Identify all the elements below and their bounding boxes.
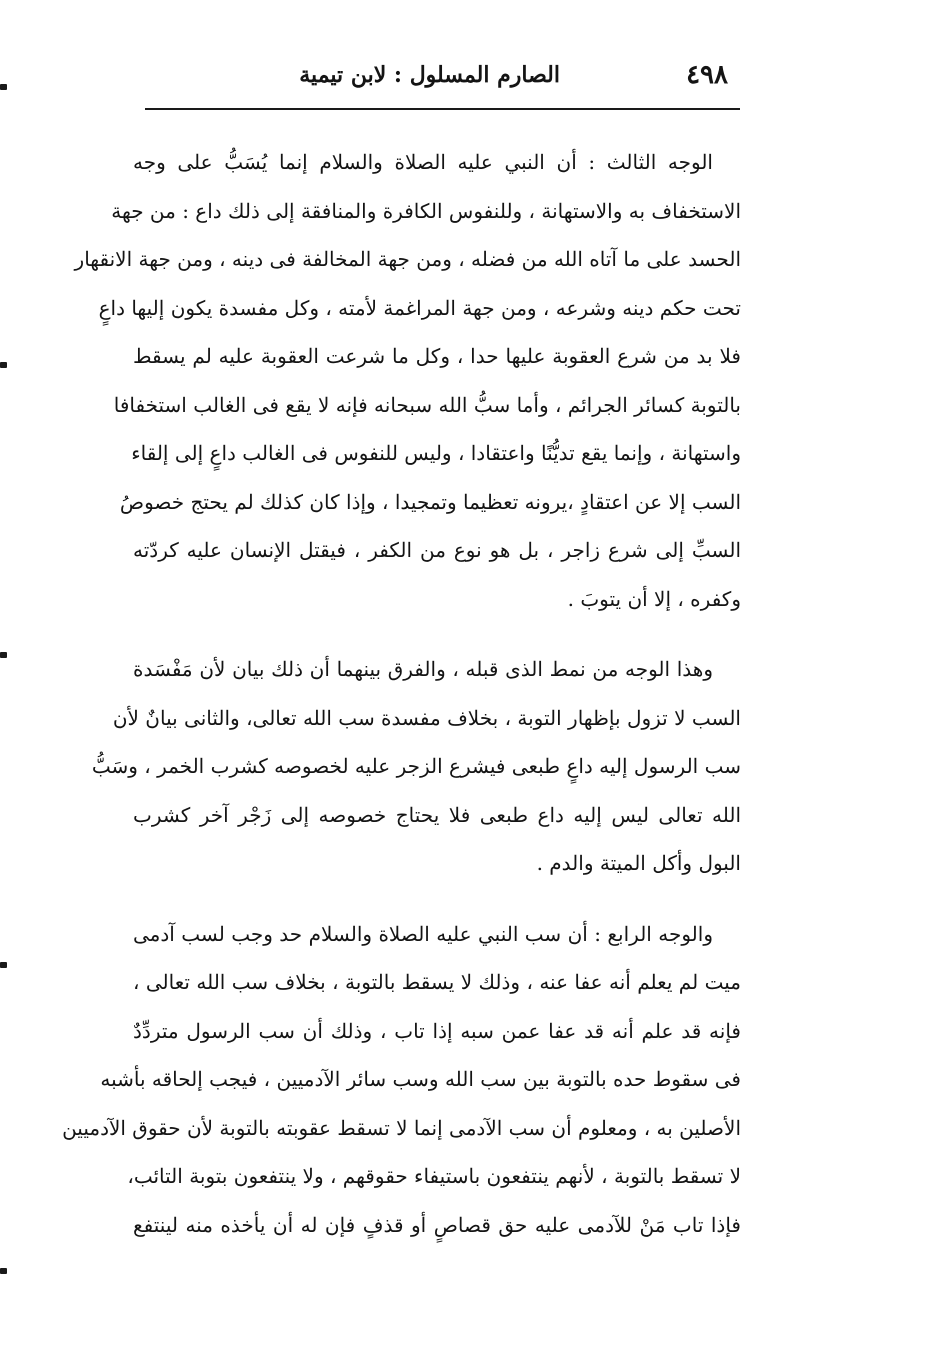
paragraph-third-aspect	[74, 138, 741, 623]
page-number: ٤٩٨	[686, 60, 728, 90]
text-line: الوجه الثالث : أن النبي عليه الصلاة والسلام إنما يُسَبُّ على وجه	[133, 150, 713, 174]
text-line: فلا بد من شرع العقوبة عليها حدا ، وكل ما شرعت العقوبة عليه لم يسقط	[133, 344, 741, 368]
header-rule	[145, 108, 740, 110]
text-line: الاستخفاف به والاستهانة ، وللنفوس الكافرة والمنافقة إلى ذلك داع : من جهة	[111, 198, 741, 223]
margin-mark	[0, 362, 7, 368]
text-line: فإنه قد علم أنه قد عفا عمن سبه إذا تاب ، وذلك أن سب الرسول متردِّدٌ	[133, 1018, 741, 1043]
margin-mark	[0, 84, 7, 90]
text-line: الأصلين به ، ومعلوم أن سب الآدمى إنما لا تسقط عقوبته بالتوبة لأن حقوق الآدميين	[62, 1115, 741, 1140]
text-line: السبِّ إلى شرع زاجر ، بل هو نوع من الكفر ، فيقتل الإنسان عليه كردّته	[133, 538, 741, 562]
text-line: تحت حكم دينه وشرعه ، ومن جهة المراغمة لأمته ، وكل مفسدة يكون إليها داعٍ	[98, 295, 741, 320]
text-line: الحسد على ما آتاه الله من فضله ، ومن جهة المخالفة فى دينه ، ومن جهة الانقهار	[74, 247, 741, 271]
text-line: سب الرسول إليه داعٍ طبعى فيشرع الزجر عليه لخصوصه كشرب الخمر ، وسَبُّ	[91, 754, 741, 778]
paragraph-fourth-aspect	[62, 910, 741, 1250]
text-line: الله تعالى ليس إليه داع طبعى فلا يحتاج خصوصه إلى زَجْر آخر كشرب	[133, 802, 741, 827]
text-line: بالتوبة كسائر الجرائم ، وأما سبُّ الله سبحانه فإنه لا يقع فى الغالب استخفافا	[113, 392, 741, 417]
paragraph-gap	[133, 623, 741, 645]
text-line: فى سقوط حده بالتوبة بين سب الله وسب سائر الآدميين ، فيجب إلحاقه بأشبه	[100, 1067, 741, 1091]
text-line: فإذا تاب مَنْ للآدمى عليه حق قصاصٍ أو قذفٍ فإن له أن يأخذه منه لينتفع	[133, 1212, 741, 1237]
margin-mark	[0, 962, 7, 968]
text-line: وهذا الوجه من نمط الذى قبله ، والفرق بينهما أن ذلك بيان لأن مَفْسَدة	[133, 657, 713, 681]
text-line: وكفره ، إلا أن يتوبَ .	[567, 586, 741, 611]
paragraph-gap	[133, 888, 741, 910]
text-line: السب إلا عن اعتقادٍ ،يرونه تعظيما وتمجيدا ، وإذا كان كذلك لم يحتج خصوصُ	[119, 489, 741, 514]
body-text	[62, 138, 741, 1249]
text-line: والوجه الرابع : أن سب النبي عليه الصلاة والسلام حد وجب لسب آدمى	[133, 921, 713, 946]
text-line: البول وأكل الميتة والدم .	[536, 851, 741, 875]
text-line: السب لا تزول بإظهار التوبة ، بخلاف مفسدة سب الله تعالى، والثانى بيانٌ لأن	[112, 705, 741, 730]
running-title: الصارم المسلول : لابن تيمية	[299, 62, 560, 88]
page-header	[145, 56, 740, 106]
text-line: ميت لم يعلم أنه عفا عنه ، وذلك لا يسقط بالتوبة ، بخلاف سب الله تعالى ،	[133, 970, 741, 994]
text-line: لا تسقط بالتوبة ، لأنهم ينتفعون باستيفاء حقوقهم ، ولا ينتفعون بتوبة التائب،	[127, 1164, 741, 1188]
paragraph-difference	[91, 645, 741, 888]
margin-mark	[0, 652, 7, 658]
text-line: واستهانة ، وإنما يقع تديُّنًا واعتقادا ، وليس للنفوس فى الغالب داعٍ إلى إلقاء	[131, 441, 741, 465]
margin-mark	[0, 1268, 7, 1274]
